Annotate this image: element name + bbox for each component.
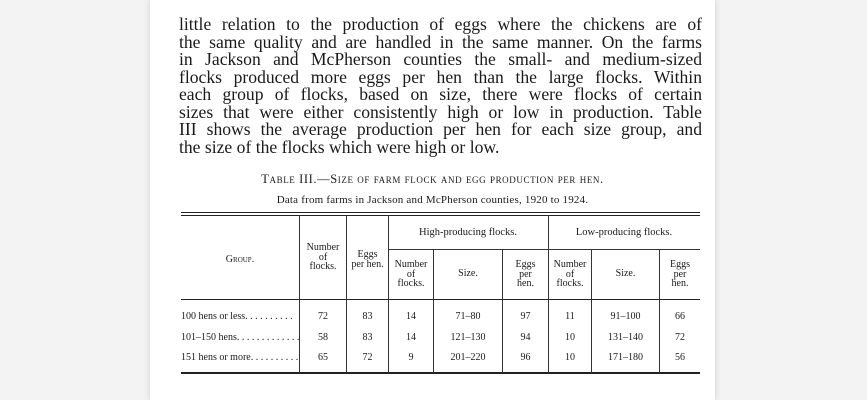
table-cell: 72 — [675, 332, 685, 343]
header-low-size: Size. — [615, 268, 636, 279]
table-cell: 94 — [520, 332, 531, 343]
table-subtitle: Data from farms in Jackson and McPherson counties, 1920 to 1924. — [276, 194, 589, 206]
column-divider — [548, 215, 549, 373]
group-underline — [388, 249, 548, 250]
header-number-of-flocks: Number of flocks. — [306, 242, 340, 272]
table-cell: 10 — [565, 352, 575, 363]
table-row-label: 100 hens or less. . . . . . . . . . — [181, 311, 293, 322]
table-cell: 14 — [406, 332, 416, 343]
paragraph-line: each group of flocks, based on size, there were flocks of certain — [179, 84, 702, 104]
table-row-label: 101–150 hens. . . . . . . . . . . . . — [181, 332, 299, 343]
header-low-eggs: Eggs per hen. — [670, 259, 690, 289]
header-group: Group. — [225, 254, 255, 265]
group-underline — [548, 249, 700, 250]
table-cell: 14 — [406, 311, 416, 322]
table-cell: 72 — [318, 311, 328, 322]
paragraph-line: the same quality and are handled in the same manner. On the farms — [179, 31, 702, 52]
table-cell: 91–100 — [610, 311, 641, 322]
header-high-number: Number of flocks. — [394, 259, 428, 289]
table-cell: 97 — [520, 311, 531, 322]
paragraph-line: little relation to the production of eggs where the chickens are of — [179, 14, 702, 34]
table-cell: 121–130 — [450, 332, 486, 343]
table-cell: 9 — [408, 352, 414, 363]
header-high-size: Size. — [458, 268, 478, 279]
table-cell: 72 — [362, 352, 373, 363]
table-cell: 83 — [362, 311, 373, 322]
table-cell: 83 — [362, 332, 373, 343]
column-divider — [346, 215, 347, 373]
paragraph-line: sizes that were either consistently high or low in production. Table — [179, 101, 702, 122]
table-cell: 171–180 — [608, 352, 643, 363]
paragraph-line: III shows the average production per hen for each size group, and — [179, 119, 702, 139]
table-cell: 96 — [520, 352, 531, 363]
column-divider — [299, 215, 300, 373]
paragraph-line: in Jackson and McPherson counties the small- and medium-sized — [179, 49, 702, 69]
table-cell: 71–80 — [455, 311, 481, 322]
table-row-label: 151 hens or more. . . . . . . . . . — [181, 352, 299, 363]
header-bottom-rule — [181, 299, 700, 300]
paragraph-line: the size of the flocks which were high or low. — [179, 136, 500, 157]
header-low-number: Number of flocks. — [553, 259, 587, 289]
table-cell: 65 — [318, 352, 328, 363]
table-bottom-rule — [181, 372, 700, 374]
table-cell: 66 — [675, 311, 685, 322]
document-page — [150, 0, 715, 400]
body-paragraph — [179, 16, 702, 156]
table-cell: 56 — [675, 352, 685, 363]
table-cell: 11 — [565, 311, 575, 322]
header-high-eggs: Eggs per hen. — [515, 259, 536, 289]
table-cell: 201–220 — [450, 352, 486, 363]
table-cell: 58 — [318, 332, 328, 343]
table-cell: 10 — [565, 332, 575, 343]
table-title: Table III.—Size of farm flock and egg production per hen. — [261, 172, 604, 186]
header-high-producing: High-producing flocks. — [419, 227, 517, 238]
table-top-rule-2 — [181, 215, 700, 216]
table-top-rule — [181, 212, 700, 213]
header-eggs-per-hen: Eggs per hen. — [351, 249, 384, 270]
paragraph-line: flocks produced more eggs per hen than the large flocks. Within — [179, 66, 702, 87]
table-cell: 131–140 — [608, 332, 643, 343]
column-divider — [388, 215, 389, 373]
header-low-producing: Low-producing flocks. — [575, 227, 673, 238]
